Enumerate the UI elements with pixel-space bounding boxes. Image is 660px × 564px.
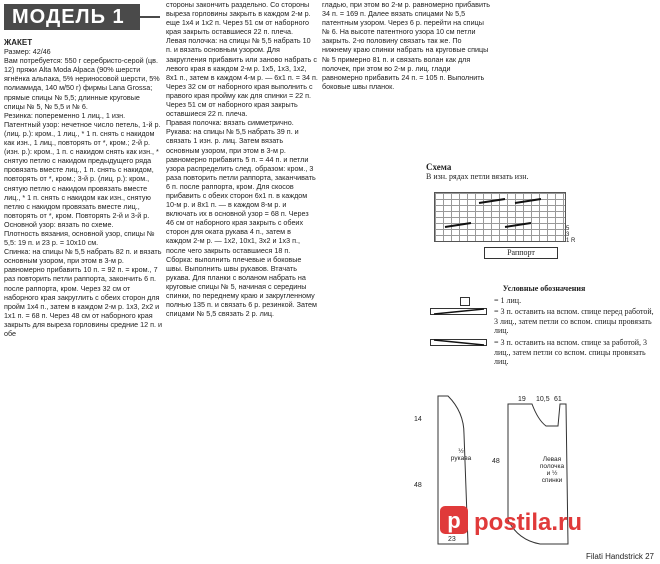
paragraph: стороны закончить раздельно. Со стороны выреза горловины закрыть в каждом 2-м р. еще 1x4 и 1x2 п. Через 51 см от наборного края закрыть оставшиеся 22 п. плеча. <box>166 0 311 37</box>
paragraph: Рукава: на спицы № 5,5 набрать 39 п. и связать 1 изн. р. лиц. Затем вязать основным узором, при этом в 3-м р. равномерно прибавить 5 п. = 44 п. и петли узора распределить след. образом: кром., 3 раза повторить петли раппорта, заканчивать 6 п. после раппорта, кром. Для скосов прибавить с обеих сторон 6x1 п. в каждом 10-м р. и 8x1 п. — в каждом 8-м р. и включать их в основной узор = 68 п. Через 46 см от наборного края закрыть с обеих сторон для оката рукава 4 п., затем в каждом 2-м р. — 1x2, 10x1, 3x2 и 1x3 п., после чего закрыть оставшиеся 18 п. <box>166 127 316 255</box>
dim-label: 23 <box>448 536 456 543</box>
dim-label: 19 <box>518 396 526 403</box>
column-left <box>4 38 162 338</box>
schema-subtitle: В изн. рядах петли вязать изн. <box>426 172 529 181</box>
postila-watermark <box>438 500 622 540</box>
dim-label: 61 <box>554 396 562 403</box>
column-middle <box>166 0 318 318</box>
legend-item <box>430 296 658 306</box>
paragraph: Патентный узор: нечетное число петель, 1-й р. (лиц. р.): кром., 1 лиц., * 1 п. снять с накидом как изн., 1 лиц., повторять от *, кром.; 2-й р. (изн. р.): кром., 1 п. с накидом снять как изн., * снятую петлю с накидом предыдущего ряда провязать вместе лиц., 1 п. снять с накидом, повторять от *, кром.; 3-й р. (лиц. р.): кром., снятую петлю с накидом провязать вместе лиц., * 1 п. снять с накидом как изн., снятую петлю с накидом провязать вместе лиц., повторять от *, кром. Повторять 2-й и 3-й р. <box>4 119 161 220</box>
paragraph: Основной узор: вязать по схеме. <box>4 219 114 229</box>
legend-item <box>430 307 658 336</box>
size-line: Размер: 42/46 <box>4 47 51 57</box>
knit-square-icon <box>460 297 470 306</box>
title-rule <box>140 16 160 18</box>
pattern-grid <box>434 192 566 242</box>
legend <box>430 284 658 367</box>
paragraph: Плотность вязания, основной узор, спицы № 5,5: 19 п. и 23 р. = 10x10 см. <box>4 228 155 248</box>
dim-label: 10,5 <box>536 396 550 403</box>
legend-item <box>430 338 658 367</box>
dim-label: 48 <box>414 482 422 489</box>
paragraph: гладью, при этом во 2-м р. равномерно прибавить 34 п. = 169 п. Далее вязать спицами № 5,5 патентным узором. Через 6 р. перейти на спицы № 6. На высоте патентного узора 10 см петли закрыть. 2-ю половину связать так же. По нижнему краю спинки набрать на круговые спицы № 5 примерно 81 п. и связать волан как для полочек, при этом во 2-м р. лиц. глади равномерно прибавить 24 п. = 105 п. Выполнить боковые швы планок. <box>322 0 490 91</box>
paragraph: Вам потребуется: 550 г серебристо-серой (цв. 12) пряжи Alta Moda Alpaca (90% шерсти ягнёнка альпака, 5% нериносовой шерсти, 5% полиамида, 140 м/50 г) фирмы Lana Grossa; прямые спицы № 5,5; длинные круговые спицы № 5, № 5,5 и № 6. <box>4 56 160 111</box>
row-label: 1 <box>566 238 570 244</box>
page-footer: Filati Handstrick 27 <box>585 552 654 561</box>
row-labels <box>566 226 575 244</box>
cable-mark <box>515 199 541 203</box>
cable-mark <box>445 223 471 227</box>
legend-text: = 3 п. оставить на вспом. спице перед работой, 3 лиц., затем петли со вспом. спицы провязать лиц. <box>494 307 654 336</box>
schema-title: Схема <box>426 162 452 172</box>
paragraph: Резинка: попеременно 1 лиц., 1 изн. <box>4 110 126 120</box>
dim-label: 14 <box>414 416 422 423</box>
paragraph: Левая полочка: на спицы № 5,5 набрать 10 п. и вязать основным узором. Для закругления прибавить или заново набрать с левого края в каждом 2-м р. 1x5, 1x3, 1x2, 8x1 п., затем в каждом 4-м р. — 6x1 п. = 34 п. Через 32 см от наборного края выполнить с правого края пройму как для спинки = 22 п. Через 51 см от наборного края закрыть оставшиеся 22 п. плеча. <box>166 36 318 119</box>
cable-back-icon <box>430 339 488 347</box>
row-label: 5 <box>566 226 570 232</box>
cable-front-icon <box>430 308 488 316</box>
dim-label: 48 <box>492 458 500 465</box>
item-heading: ЖАКЕТ <box>4 38 33 47</box>
column-right <box>322 0 490 91</box>
legend-title: Условные обозначения <box>502 284 586 293</box>
cable-mark <box>505 223 531 227</box>
paragraph: Спинка: на спицы № 5,5 набрать 82 п. и вязать основным узором, при этом в 3-м р. равномерно прибавить 10 п. = 92 п. = кром., 7 раз повторить петли раппорта, закончить 6 п. после раппорта, кром. Через 32 см от наборного края закруглить с обеих сторон для пройм 1x4 п., затем в каждом 2-м р. 1x3, 2x2 и 1x1 п. = 68 п. Через 48 см от наборного края закрыть для выреза горловины средние 12 п. и обе <box>4 247 162 338</box>
cable-marks <box>435 193 565 241</box>
legend-text: = 1 лиц. <box>494 295 522 305</box>
row-label: 3 <box>566 232 570 238</box>
sleeve-label: ½ рукава <box>450 448 472 462</box>
legend-text: = 3 п. оставить на вспом. спице за работой, 3 лиц., затем петли со вспом. спицы провязать лиц. <box>494 337 648 367</box>
paragraph: Правая полочка: вязать симметрично. <box>166 118 294 128</box>
rapport-label: Раппорт <box>484 247 558 259</box>
cable-mark <box>479 199 505 203</box>
schema-header <box>426 162 576 181</box>
body-label: Левая полочка и ½ спинки <box>539 456 565 484</box>
svg-text:p: p <box>447 508 461 533</box>
svg-text:postila.ru: postila.ru <box>474 509 583 536</box>
edge-label: R <box>571 238 576 244</box>
paragraph: Сборка: выполнить плечевые и боковые швы. Выполнить швы рукавов. Втачать рукава. Для планки с воланом набрать на круговые спицы № 5, начиная с середины спинки, по переднему краю и закругленному полнью 135 п. и связать 6 р. резинкой. Затем спицами № 5,5 связать 2 р. лиц. <box>166 254 317 319</box>
page-title: МОДЕЛЬ 1 <box>4 4 140 30</box>
